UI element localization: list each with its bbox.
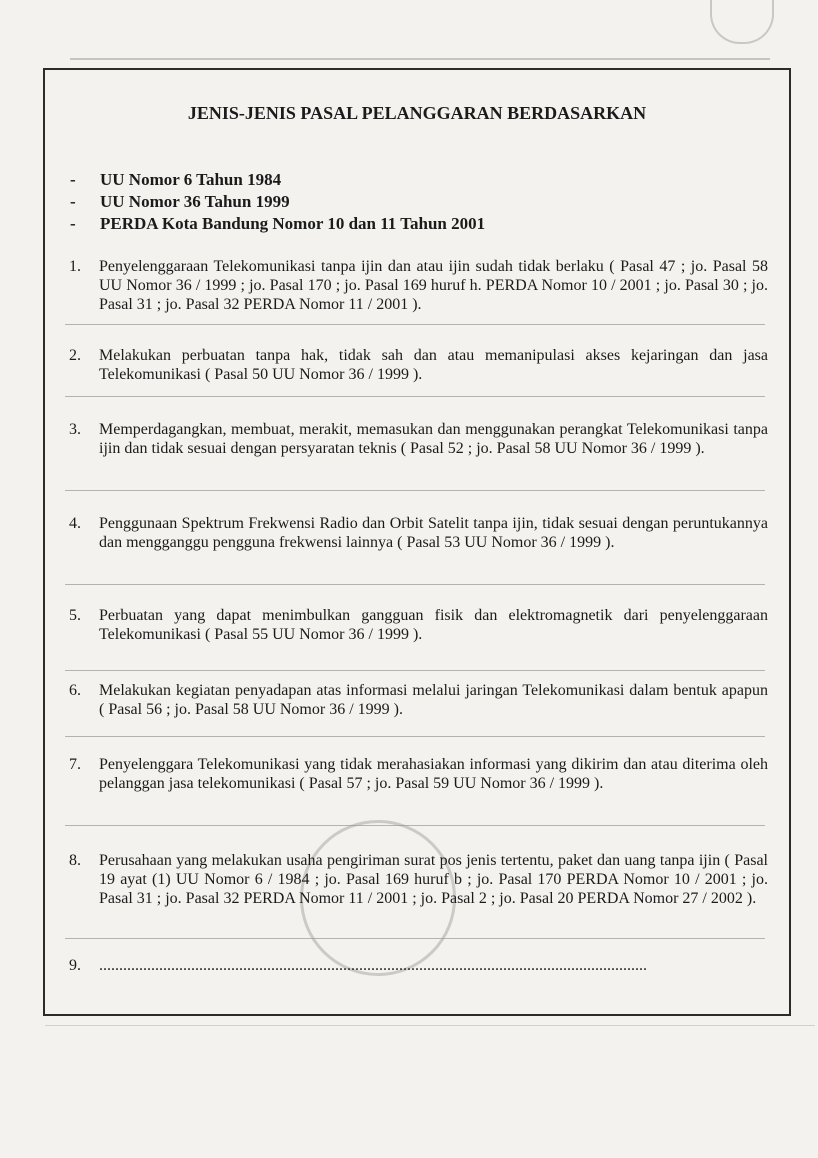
divider xyxy=(65,490,765,491)
violation-item xyxy=(63,257,768,314)
violation-number: 7. xyxy=(69,756,81,773)
violation-item xyxy=(63,755,768,793)
violation-number: 3. xyxy=(69,421,81,438)
law-text: UU Nomor 36 Tahun 1999 xyxy=(100,192,290,211)
violation-text: Memperdagangkan, membuat, merakit, memasukan dan menggunakan perangkat Telekomunikasi tanpa ijin dan tidak sesuai dengan persyaratan teknis ( Pasal 52 ; jo. Pasal 58 UU Nomor 36 / 1999 ). xyxy=(99,421,768,457)
law-text: PERDA Kota Bandung Nomor 10 dan 11 Tahun 2001 xyxy=(100,214,486,233)
document-frame xyxy=(43,68,791,1016)
divider xyxy=(65,825,765,826)
violation-number: 6. xyxy=(69,682,81,699)
violation-text: Penyelenggara Telekomunikasi yang tidak merahasiakan informasi yang dikirim dan atau diterima oleh pelanggan jasa telekomunikasi ( Pasal 57 ; jo. Pasal 59 UU Nomor 36 / 1999 ). xyxy=(99,756,768,792)
document-title: JENIS-JENIS PASAL PELANGGARAN BERDASARKAN xyxy=(187,103,647,123)
violation-item xyxy=(63,514,768,552)
violation-number: 5. xyxy=(69,607,81,624)
bleed-through-footer xyxy=(45,1025,815,1111)
violation-text: Melakukan perbuatan tanpa hak, tidak sah dan atau memanipulasi akses kejaringan dan jasa Telekomunikasi ( Pasal 50 UU Nomor 36 / 1999 ). xyxy=(99,347,768,383)
law-dash: - xyxy=(70,192,76,211)
bleed-through-logo xyxy=(710,0,774,44)
violation-item xyxy=(63,346,768,384)
violation-number: 9. xyxy=(69,957,81,974)
violation-text: Perusahaan yang melakukan usaha pengiriman surat pos jenis tertentu, paket dan uang tanpa ijin ( Pasal 19 ayat (1) UU Nomor 6 / 1984 ; jo. Pasal 169 huruf b ; jo. Pasal 170 PERDA Nomor 10 / 2001 ; jo. Pasal 31 ; jo. Pasal 32 PERDA Nomor 11 / 2001 ; jo. Pasal 2 ; jo. Pasal 20 PERDA Nomor 27 / 2002 ). xyxy=(99,852,768,907)
violation-item xyxy=(63,956,768,975)
violation-item xyxy=(63,681,768,719)
divider xyxy=(65,670,765,671)
violation-number: 4. xyxy=(69,515,81,532)
law-dash: - xyxy=(70,170,76,189)
bleed-through-rule xyxy=(70,58,770,60)
divider xyxy=(65,584,765,585)
violation-number: 2. xyxy=(69,347,81,364)
violation-text: Penggunaan Spektrum Frekwensi Radio dan Orbit Satelit tanpa ijin, tidak sesuai dengan peruntukannya dan mengganggu pengguna frekwensi lainnya ( Pasal 53 UU Nomor 36 / 1999 ). xyxy=(99,515,768,551)
divider xyxy=(65,736,765,737)
violation-item xyxy=(63,851,768,908)
violation-item xyxy=(63,420,768,458)
divider xyxy=(65,396,765,397)
divider xyxy=(65,938,765,939)
violation-text: Penyelenggaraan Telekomunikasi tanpa ijin dan atau ijin sudah tidak berlaku ( Pasal 47 ; jo. Pasal 58 UU Nomor 36 / 1999 ; jo. Pasal 170 ; jo. Pasal 169 huruf h. PERDA Nomor 10 / 2001 ; jo. Pasal 30 ; jo. Pasal 31 ; jo. Pasal 32 PERDA Nomor 11 / 2001 ). xyxy=(99,258,768,313)
violation-item xyxy=(63,606,768,644)
violation-text: Perbuatan yang dapat menimbulkan gangguan fisik dan elektromagnetik dari penyelenggaraan Telekomunikasi ( Pasal 55 UU Nomor 36 / 1999 ). xyxy=(99,607,768,643)
violation-text: ......................................................................................................................................... xyxy=(99,957,647,974)
violation-number: 8. xyxy=(69,852,81,869)
violation-text: Melakukan kegiatan penyadapan atas informasi melalui jaringan Telekomunikasi dalam bentuk apapun ( Pasal 56 ; jo. Pasal 58 UU Nomor 36 / 1999 ). xyxy=(99,682,768,718)
divider xyxy=(65,324,765,325)
law-text: UU Nomor 6 Tahun 1984 xyxy=(100,170,282,189)
violation-number: 1. xyxy=(69,258,81,275)
law-dash: - xyxy=(70,214,76,233)
